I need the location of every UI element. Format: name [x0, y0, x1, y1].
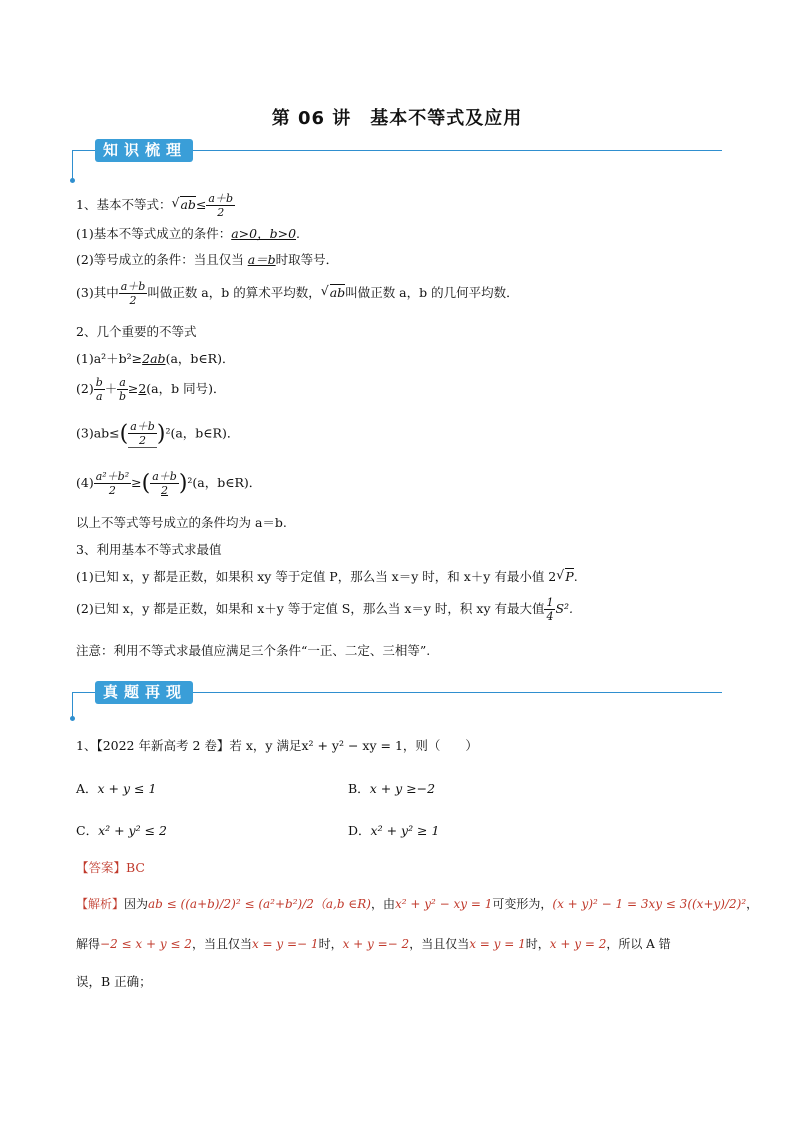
analysis-line-3: 误，B 正确；: [76, 974, 152, 989]
text: ＋: [104, 381, 118, 396]
text: ≥: [127, 381, 139, 396]
inequality-3: (3)ab≤( $\frac{a+b}{2}$ )²(a，b∈R)．: [76, 420, 240, 447]
answer-value: BC: [126, 860, 145, 875]
text: 叫做正数 a，b 的几何平均数．: [345, 285, 519, 300]
text: ²(a，b∈R)．: [187, 475, 262, 490]
text: .: [573, 569, 578, 584]
fraction: $\frac{a+b}{2}$: [208, 192, 234, 219]
underlined-text: a＝b: [247, 252, 276, 267]
math: −2 ≤ x + y ≤ 2: [100, 937, 192, 951]
question-stem: 1、【2022 年新高考 2 卷】若 x，y 满足x² + y² − xy = 1，则（ ）: [76, 738, 478, 753]
section-badge: 知识梳理: [95, 139, 193, 162]
text: ≥: [131, 475, 142, 490]
math: ab ≤ ((a+b)/2)² ≤ (a²+b²)/2（a,b ∈R): [148, 897, 371, 911]
math: x + y =− 2: [342, 937, 410, 951]
sqrt-expr: √ P: [556, 569, 573, 584]
knowledge-item-1-2: [76, 250, 338, 268]
text: ，由: [370, 897, 395, 911]
inequality-note: 以上不等式等号成立的条件均为 a＝b.: [76, 515, 287, 530]
option-d: [348, 821, 439, 839]
knowledge-item-1-1: [76, 224, 300, 242]
math: x = y =− 1: [251, 937, 319, 951]
section-badge: 真题再现: [95, 681, 193, 704]
fraction: $\frac{a+b}{2}$: [152, 470, 177, 497]
extremum-note: 注意：利用不等式求最值应满足三个条件“一正、二定、三相等”.: [76, 643, 431, 658]
text: ，当且仅当: [191, 937, 252, 951]
text: 叫做正数 a，b 的算术平均数，: [147, 285, 321, 300]
fraction: $\frac{a+b}{2}$: [120, 280, 146, 307]
inequality-2: [76, 376, 225, 403]
math: (x + y)² − 1 = 3xy ≤ 3((x+y)/2)²: [552, 897, 747, 911]
text: ，: [746, 897, 759, 911]
knowledge-item-1: [76, 192, 235, 219]
text: (3)其中: [76, 285, 119, 300]
analysis-line-2: [76, 935, 671, 952]
option-text: x + y ≥−2: [369, 781, 436, 796]
text: (1)基本不等式成立的条件：: [76, 226, 232, 241]
text: ²(a，b∈R)．: [165, 425, 240, 441]
option-text: x + y ≤ 1: [97, 781, 157, 796]
fraction: $\frac{\text{a²＋b²}}{2}$: [95, 470, 130, 497]
sqrt-expr: √ ab: [321, 285, 345, 300]
inequality-1: [76, 349, 234, 367]
math: x² + y² − xy = 1: [394, 897, 493, 911]
text: 解得: [76, 937, 101, 951]
answer-tag: 【答案】: [76, 860, 127, 875]
knowledge-heading-3: 3、利用基本不等式求最值: [76, 542, 222, 557]
inequality-4: (4) $\frac{\text{a²＋b²}}{2}$ ≥( $\frac{a+b}{2}$ )²(a，b∈R)．: [76, 470, 262, 497]
option-text: x² + y² ≤ 2: [98, 823, 168, 838]
text: (1)已知 x，y 都是正数，如果积 xy 等于定值 P，那么当 x＝y 时，和 x＋y 有最小值 2: [76, 569, 557, 584]
section-dot: [70, 716, 75, 721]
text: (2)等号成立的条件：当且仅当: [76, 252, 248, 267]
extremum-rule-1: [76, 567, 578, 585]
text: 可变形为，: [492, 897, 553, 911]
section-vrule: [72, 150, 73, 180]
text: ≤: [195, 197, 207, 212]
analysis-tag: 【解析】: [76, 897, 125, 911]
text: S².: [555, 601, 574, 616]
text: ，当且仅当: [409, 937, 470, 951]
option-text: x² + y² ≥ 1: [370, 823, 440, 838]
analysis-line-1: [76, 895, 758, 912]
option-label: A．: [76, 781, 98, 796]
text: (2): [76, 381, 94, 396]
text: (2)已知 x，y 都是正数，如果和 x＋y 等于定值 S，那么当 x＝y 时，积 xy 有最大值: [76, 601, 545, 616]
option-label: D．: [348, 823, 371, 838]
text: 时取等号．: [275, 252, 339, 267]
math: x = y = 1: [469, 937, 526, 951]
knowledge-item-1-3: [76, 280, 519, 307]
text: 因为: [124, 897, 149, 911]
option-label: B．: [348, 781, 370, 796]
sqrt-expr: √ ab: [171, 197, 195, 212]
option-a: [76, 779, 156, 797]
option-label: C．: [76, 823, 99, 838]
text: (a，b 同号)．: [146, 381, 226, 396]
underlined-text: 2ab: [142, 351, 166, 366]
text: .: [296, 226, 301, 241]
option-b: [348, 779, 435, 797]
math: x + y = 2: [549, 937, 607, 951]
knowledge-heading-2: 2、几个重要的不等式: [76, 324, 197, 339]
underlined-text: 2: [138, 381, 147, 396]
option-c: [76, 821, 167, 839]
text: (4): [76, 475, 94, 490]
fraction: $\frac{b}{a}$: [95, 376, 103, 403]
section-dot: [70, 178, 75, 183]
text: 1、基本不等式：: [76, 197, 172, 212]
page-title: 第 06 讲 基本不等式及应用: [271, 108, 523, 129]
fraction: $\frac{1}{4}$: [546, 596, 554, 623]
text: (3)ab≤: [76, 425, 120, 441]
answer: [76, 858, 145, 876]
underlined-text: a>0，b>0: [231, 226, 297, 241]
text: 时，: [318, 937, 343, 951]
extremum-rule-2: [76, 596, 573, 623]
fraction: $\frac{a}{b}$: [119, 376, 127, 403]
section-vrule: [72, 692, 73, 718]
text: ，所以 A 错: [606, 937, 671, 951]
text: (1)a²＋b²≥: [76, 351, 143, 366]
text: 时，: [525, 937, 550, 951]
fraction: $\frac{a+b}{2}$: [130, 420, 155, 447]
text: (a，b∈R)．: [165, 351, 235, 366]
